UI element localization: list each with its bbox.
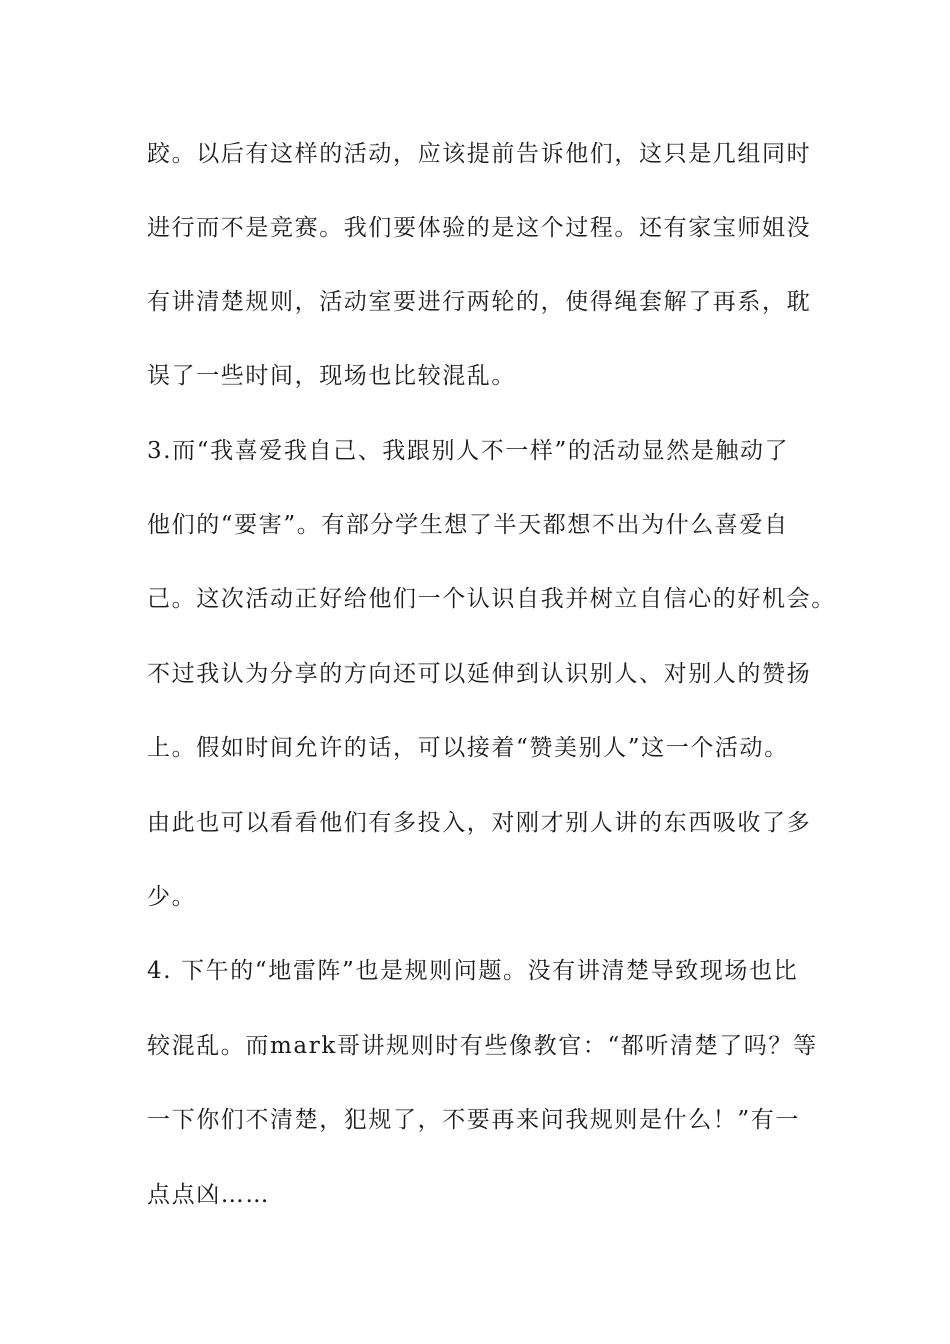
paragraph-line: 己。这次活动正好给他们一个认识自我并树立自信心的好机会。: [147, 586, 836, 612]
paragraph-line: 跤。以后有这样的活动，应该提前告诉他们，这只是几组同时: [147, 141, 812, 167]
paragraph-line: 少。: [147, 884, 197, 910]
paragraph-line: 有讲清楚规则，活动室要进行两轮的，使得绳套解了再系，耽: [147, 289, 812, 315]
paragraph-line: 不过我认为分享的方向还可以延伸到认识别人、对别人的赞扬: [147, 661, 812, 687]
paragraph-line: 进行而不是竞赛。我们要体验的是这个过程。还有家宝师姐没: [147, 215, 812, 241]
paragraph-line: 3.而“我喜爱我自己、我跟别人不一样”的活动显然是触动了: [147, 438, 790, 464]
paragraph-line: 较混乱。而mark哥讲规则时有些像教官：“都听清楚了吗？等: [147, 1033, 818, 1059]
paragraph-line: 由此也可以看看他们有多投入，对刚才别人讲的东西吸收了多: [147, 810, 812, 836]
paragraph-line: 上。假如时间允许的话，可以接着“赞美别人”这一个活动。: [147, 735, 789, 761]
paragraph-line: 他们的“要害”。有部分学生想了半天都想不出为什么喜爱自: [147, 512, 789, 538]
paragraph-line: 点点凶……: [147, 1182, 270, 1208]
paragraph-line: 一下你们不清楚，犯规了，不要再来问我规则是什么！”有一: [147, 1107, 800, 1133]
paragraph-line: 误了一些时间，现场也比较混乱。: [147, 363, 516, 389]
paragraph-line: 4. 下午的“地雷阵”也是规则问题。没有讲清楚导致现场也比: [147, 958, 799, 984]
